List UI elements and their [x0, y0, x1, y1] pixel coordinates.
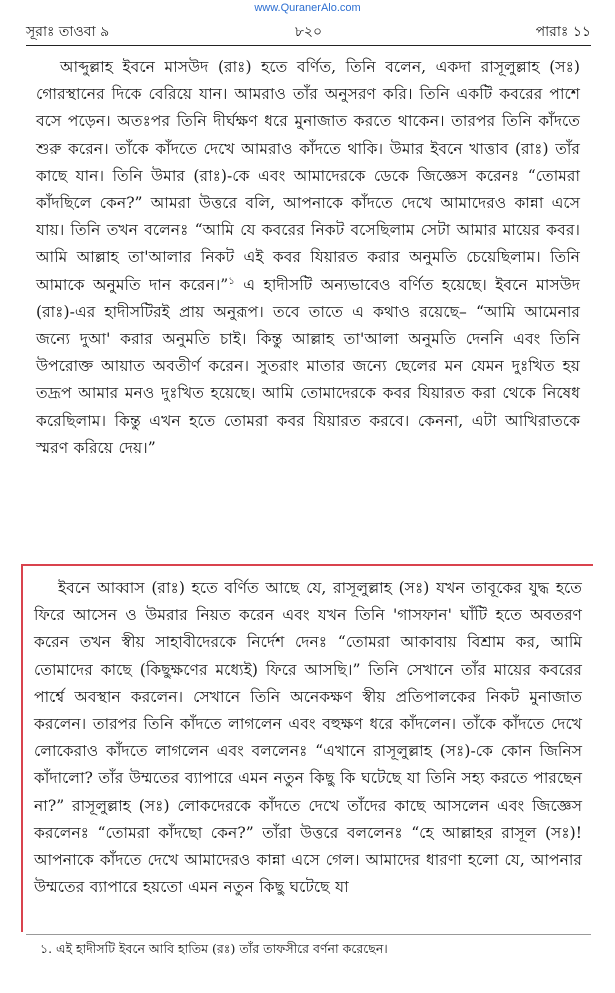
para-label: পারাঃ ১১ — [535, 24, 591, 40]
hadith-paragraph-2: ইবনে আব্বাস (রাঃ) হতে বর্ণিত আছে যে, রাসূলুল্লাহ (সঃ) যখন তাবূকের যুদ্ধ হতে ফিরে আসেন ও উমরার নিয়ত করেন এবং যখন তিনি 'গাসফান' ঘাঁটি হতে অবতরণ করেন তখন স্বীয় সাহাবীদেরকে নির্দেশ দেনঃ “তোমরা আকাবায় বিশ্রাম কর, আমি তোমাদের কাছে (কিছুক্ষণের মধ্যেই) ফিরে আসছি।” তিনি সেখানে তাঁর মায়ের কবরের পার্শ্বে অবস্থান করলেন। সেখানে তিনি অনেকক্ষণ স্বীয় প্রতিপালকের নিকট মুনাজাত করলেন। তারপর তিনি কাঁদতে লাগলেন এবং বহুক্ষণ ধরে কাঁদলেন। তাঁকে কাঁদতে দেখে লোকেরাও কাঁদতে লাগলেন এবং বললেনঃ “এখানে রাসূলুল্লাহ (সঃ)-কে কোন জিনিস কাঁদালো? তাঁর উম্মতের ব্যাপারে এমন নতুন কিছু কি ঘটেছে যা তিনি সহ্য করতে পারছেন না?” রাসূলুল্লাহ (সঃ) লোকদেরকে কাঁদতে দেখে তাঁদের কাছে আসলেন এবং জিজ্ঞেস করলেনঃ “তোমরা কাঁদছো কেন?” তাঁরা উত্তরে বললেনঃ “হে আল্লাহর রাসূল (সঃ)! আপনাকে কাঁদতে দেখে আমাদেরও কান্না এসে গেল। আমাদের ধারণা হলো যে, আপনার উম্মতের ব্যাপারে হয়তো এমন নতুন কিছু ঘটেছে যা — [34, 579, 582, 897]
surah-label: সূরাঃ তাওবা ৯ — [26, 24, 110, 40]
hadith-paragraph-1 — [36, 54, 580, 462]
footnote-divider — [26, 934, 591, 935]
paragraph-1-continuation: এ হাদীসটি অন্যভাবেও বর্ণিত হয়েছে। ইবনে মাসউদ (রাঃ)-এর হাদীসটিরই প্রায় অনুরূপ। তবে তাতে এ কথাও রয়েছে– “আমি আমেনার জন্যে দুআ' করার অনুমতি চাই। কিন্তু আল্লাহ তা'আলা অনুমতি দেননি এবং তিনি উপরোক্ত আয়াত অবতীর্ণ করেন। সুতরাং মাতার জন্যে ছেলের মন যেমন দুঃখিত হয় তদ্রূপ আমার মনও দুঃখিত হয়েছে। আমি তোমাদেরকে কবর যিয়ারত করা থেকে নিষেধ করেছিলাম। কিন্তু এখন হতে তোমরা কবর যিয়ারত করবে। কেননা, এটা আখিরাতকে স্মরণ করিয়ে দেয়।” — [36, 275, 580, 457]
header-divider — [26, 45, 591, 46]
highlight-border-left — [21, 565, 23, 932]
highlight-border-top — [21, 564, 593, 566]
footnote-text: ১. এই হাদীসটি ইবনে আবি হাতিম (রঃ) তাঁর তাফসীরে বর্ণনা করেছেন। — [40, 941, 388, 956]
watermark-url: www.QuranerAlo.com — [254, 2, 361, 14]
page-header — [26, 20, 591, 42]
page-number: ৮২০ — [294, 24, 323, 40]
footnote-marker: ১ — [228, 275, 235, 287]
paragraph-1-text: আব্দুল্লাহ ইবনে মাসউদ (রাঃ) হতে বর্ণিত, তিনি বলেন, একদা রাসূলুল্লাহ (সঃ) গোরস্থানের দিকে বেরিয়ে যান। আমরাও তাঁর অনুসরণ করি। তিনি একটি কবরের পাশে বসে পড়েন। অতঃপর তিনি দীর্ঘক্ষণ ধরে মুনাজাত করতে থাকেন। তারপর তিনি কাঁদতে শুরু করেন। তাঁকে কাঁদতে দেখে আমরাও কাঁদতে থাকি। উমার ইবনে খাত্তাব (রাঃ) তাঁর কাছে যান। তিনি উমার (রাঃ)-কে এবং আমাদেরকে ডেকে জিজ্ঞেস করেনঃ “তোমরা কাঁদছিলে কেন?” আমরা উত্তরে বলি, আপনাকে কাঁদতে দেখে আমাদেরও কান্না এসে যায়। তিনি তখন বলেনঃ “আমি যে কবরের নিকট বসেছিলাম সেটা আমার মায়ের কবর। আমি আল্লাহ তা'আলার নিকট এই কবর যিয়ারত করার অনুমতি চেয়েছিলাম। তিনি আমাকে অনুমতি দান করেন।” — [36, 58, 580, 294]
